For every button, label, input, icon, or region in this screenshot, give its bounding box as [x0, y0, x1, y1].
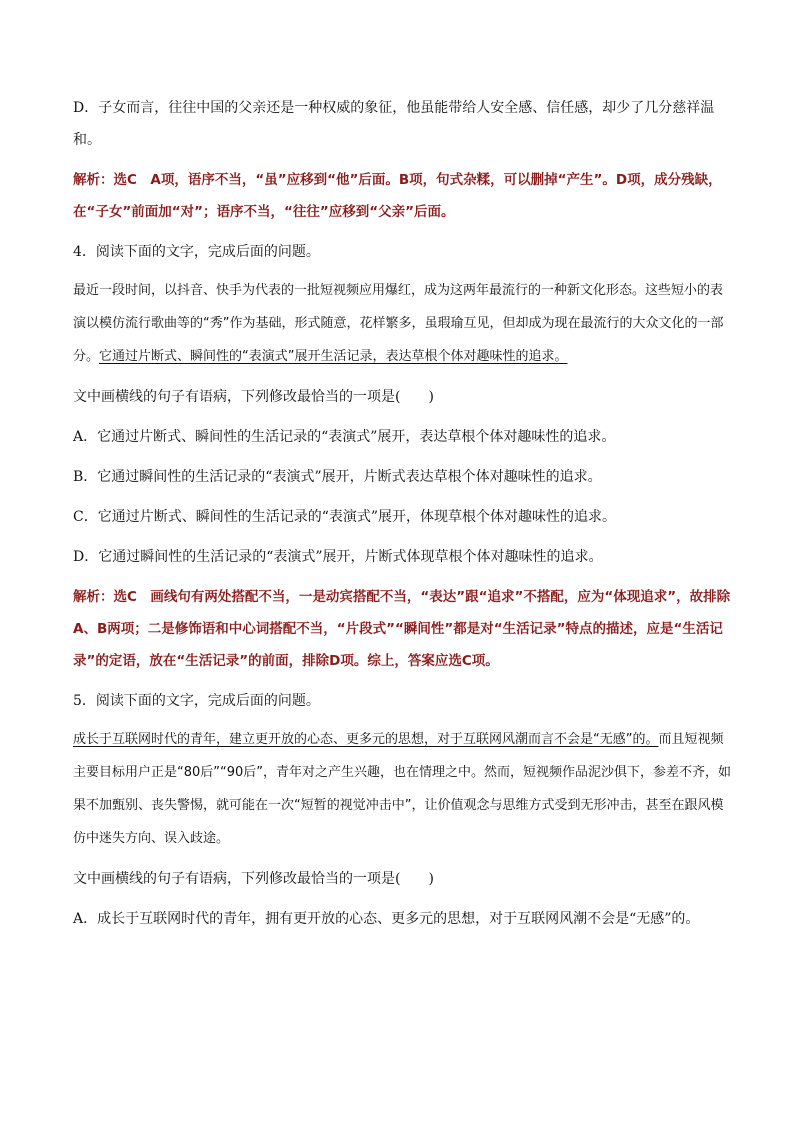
q4-question: 文中画横线的句子有语病，下列修改最恰当的一项是( ) [73, 389, 434, 405]
q4-option-c: C．它通过片断式、瞬间性的生活记录的“表演式”展开，体现草根个体对趣味性的追求。 [73, 509, 617, 525]
q5-option-a: A．成长于互联网时代的青年，拥有更开放的心态、更多元的思想，对于互联网风潮不会是“无感”的。 [73, 911, 700, 927]
q4-option-b: B．它通过瞬间性的生活记录的“表演式”展开，片断式表达草根个体对趣味性的追求。 [73, 469, 602, 485]
q5-underlined-sentence: 成长于互联网时代的青年，建立更开放的心态、更多元的思想，对于互联网风潮而言不会是“无感”的。 [73, 732, 659, 747]
q5-passage-text: 而且短视频主要目标用户正是“80后”“90后”，青年对之产生兴趣，也在情理之中。然而，短视频作品泥沙俱下，参差不齐，如果不加甄别、丧失警惕，就可能在一次“短暂的视觉冲击中”，让价值观念与思维方式受到无形冲击，甚至在跟风模仿中迷失方向、误入歧途。 [73, 732, 732, 846]
document-page [73, 92, 733, 935]
q5-stem: 5．阅读下面的文字，完成后面的问题。 [73, 693, 320, 709]
q3-analysis: 解析：选C A项，语序不当，“虽”应移到“他”后面。B项，句式杂糅，可以删掉“产生”。D项，成分残缺，在“子女”前面加“对”；语序不当，“往往”应移到“父亲”后面。 [73, 172, 722, 220]
q4-passage [73, 274, 733, 373]
q3-option-d: D．子女而言，往往中国的父亲还是一种权威的象征，他虽能带给人安全感、信任感，却少了几分慈祥温和。 [73, 100, 715, 148]
q4-option-a: A．它通过片断式、瞬间性的生活记录的“表演式”展开，表达草根个体对趣味性的追求。 [73, 429, 616, 445]
q4-underlined-sentence: 它通过片断式、瞬间性的“表演式”展开生活记录，表达草根个体对趣味性的追求。 [99, 349, 568, 364]
q4-stem: 4．阅读下面的文字，完成后面的问题。 [73, 244, 320, 260]
q5-question: 文中画横线的句子有语病，下列修改最恰当的一项是( ) [73, 871, 434, 887]
q5-passage [73, 723, 733, 855]
q4-option-d: D．它通过瞬间性的生活记录的“表演式”展开，片断式体现草根个体对趣味性的追求。 [73, 549, 603, 565]
q4-analysis: 解析：选C 画线句有两处搭配不当，一是动宾搭配不当，“表达”跟“追求”不搭配，应为“体现追求”，故排除A、B两项；二是修饰语和中心词搭配不当，“片段式”“瞬间性”都是对“生活记录”特点的描述，应是“生活记录”的定语，放在“生活记录”的前面，排除D项。综上，答案应选C项。 [73, 589, 731, 669]
q4-passage-text: 最近一段时间，以抖音、快手为代表的一批短视频应用爆红，成为这两年最流行的一种新文化形态。这些短小的表演以模仿流行歌曲等的“秀”作为基础，形式随意，花样繁多，虽瑕瑜互见，但却成为现在最流行的大众文化的一部分。 [73, 283, 724, 364]
